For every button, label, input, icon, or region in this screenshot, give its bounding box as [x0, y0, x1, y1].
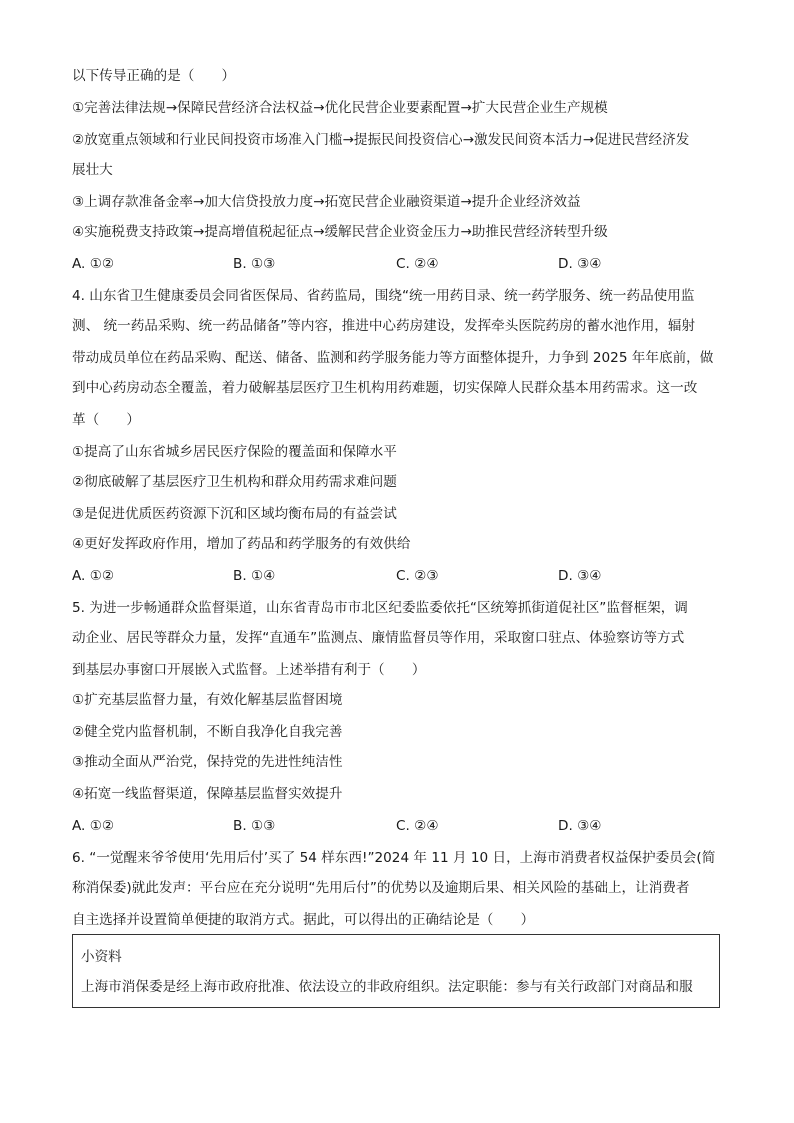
q3-statement-1: ①完善法律法规→保障民营经济合法权益→优化民营企业要素配置→扩大民营企业生产规模: [72, 100, 608, 116]
reference-material-line-1: 上海市消保委是经上海市政府批准、依法设立的非政府组织。法定职能：参与有关行政部门对商品和服: [81, 979, 693, 995]
q3-statement-2: ②放宽重点领域和行业民间投资市场准入门槛→提振民间投资信心→激发民间资本活力→促进民营经济发: [72, 132, 690, 148]
q4-statement-4: ④更好发挥政府作用，增加了药品和药学服务的有效供给: [72, 536, 411, 552]
q4-option-a: A. ①②: [72, 568, 115, 584]
q5-option-b: B. ①③: [233, 818, 276, 834]
reference-material-title: 小资料: [81, 949, 122, 965]
q5-statement-3: ③推动全面从严治党，保持党的先进性纯洁性: [72, 754, 343, 770]
q5-statement-2: ②健全党内监督机制，不断自我净化自我完善: [72, 724, 343, 740]
q5-statement-1: ①扩充基层监督力量，有效化解基层监督困境: [72, 692, 343, 708]
q5-statement-4: ④拓宽一线监督渠道，保障基层监督实效提升: [72, 786, 343, 802]
q4-option-c: C. ②③: [396, 568, 439, 584]
q5-stem-line-2: 动企业、居民等群众力量，发挥“直通车”监测点、廉情监督员等作用，采取窗口驻点、体验察访等方式: [72, 630, 685, 646]
q4-statement-3: ③是促进优质医药资源下沉和区域均衡布局的有益尝试: [72, 506, 397, 522]
q4-stem-line-5: 革（ ）: [72, 412, 140, 428]
q6-stem-line-3: 自主选择并设置简单便捷的取消方式。据此，可以得出的正确结论是（ ）: [72, 912, 535, 928]
q3-option-b: B. ①③: [233, 256, 276, 272]
q5-stem-line-3: 到基层办事窗口开展嵌入式监督。上述举措有利于（ ）: [72, 662, 426, 678]
q4-stem-line-1: 4. 山东省卫生健康委员会同省医保局、省药监局，围绕“统一用药目录、统一药学服务、统一药品使用监: [72, 288, 695, 304]
q5-option-c: C. ②④: [396, 818, 439, 834]
q3-statement-4: ④实施税费支持政策→提高增值税起征点→缓解民营企业资金压力→助推民营经济转型升级: [72, 224, 608, 240]
q4-stem-line-4: 到中心药房动态全覆盖，着力破解基层医疗卫生机构用药难题，切实保障人民群众基本用药需求。这一改: [72, 380, 698, 396]
q3-stem-end: 以下传导正确的是（ ）: [72, 68, 236, 84]
q4-statement-2: ②彻底破解了基层医疗卫生机构和群众用药需求难问题: [72, 474, 397, 490]
q5-option-d: D. ③④: [558, 818, 602, 834]
reference-material-box: [72, 934, 720, 1008]
q3-option-a: A. ①②: [72, 256, 115, 272]
q4-stem-line-2: 测、 统一药品采购、统一药品储备”等内容，推进中心药房建设，发挥牵头医院药房的蓄水池作用，辐射: [72, 318, 696, 334]
q5-option-a: A. ①②: [72, 818, 115, 834]
q3-statement-2-cont: 展壮大: [72, 162, 113, 178]
q6-stem-line-2: 称消保委)就此发声：平台应在充分说明“先用后付”的优势以及逾期后果、相关风险的基础上，让消费者: [72, 880, 690, 896]
q3-statement-3: ③上调存款准备金率→加大信贷投放力度→拓宽民营企业融资渠道→提升企业经济效益: [72, 194, 581, 210]
q4-option-b: B. ①④: [233, 568, 276, 584]
q3-option-c: C. ②④: [396, 256, 439, 272]
q4-stem-line-3: 带动成员单位在药品采购、配送、储备、监测和药学服务能力等方面整体提升，力争到 2025 年年底前，做: [72, 350, 714, 366]
q3-option-d: D. ③④: [558, 256, 602, 272]
q6-stem-line-1: 6. “一觉醒来爷爷使用‘先用后付’买了 54 样东西!”2024 年 11 月 10 日，上海市消费者权益保护委员会(简: [72, 850, 716, 866]
q4-statement-1: ①提高了山东省城乡居民医疗保险的覆盖面和保障水平: [72, 444, 397, 460]
q5-stem-line-1: 5. 为进一步畅通群众监督渠道，山东省青岛市市北区纪委监委依托“区统筹抓街道促社区”监督框架，调: [72, 600, 688, 616]
q4-option-d: D. ③④: [558, 568, 602, 584]
